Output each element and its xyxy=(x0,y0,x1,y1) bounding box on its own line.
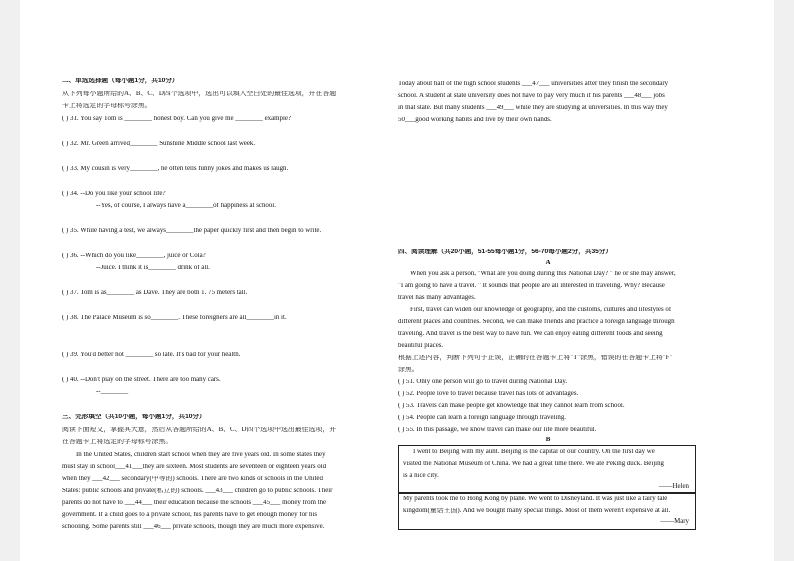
mary-note-box xyxy=(398,492,696,530)
cloze-passage-line: in that state. But many students ___49___ while they are studying at universities. In this way they xyxy=(398,105,668,111)
question-35: ( ) 35. While having a test, we always________the paper quickly first and then begin to write. xyxy=(62,228,322,234)
passage-a-line: beautiful places. xyxy=(398,343,444,349)
statement-54: ( ) 54. People can learn a foreign language through traveling. xyxy=(398,415,566,421)
statement-55: ( ) 55. In this passage, we know travel can make our life more beautiful. xyxy=(398,427,597,433)
helen-note-line: I went to Beijing with my aunt. Beijing is the capital of our country. On the first day we xyxy=(413,449,655,455)
cloze-passage-line: Today about half of the high school students ___47___ universities after they finish the secondary xyxy=(398,81,669,87)
question-40-response: --________ xyxy=(96,389,129,395)
helen-signature: ——Helen xyxy=(658,483,689,490)
cloze-passage-line: parents do not have to ___44___ their education because the schools ___45___ money from the xyxy=(62,500,327,506)
helen-note-line: is a nice city. xyxy=(403,473,439,479)
passage-a-line: traveling. And travel is the best way to have fun. We can enjoy eating different foods and seeing xyxy=(398,331,663,337)
helen-note-box xyxy=(398,445,696,494)
question-37: ( ) 37. Tom is as________ as Dave. They are both 1. 75 meters tall. xyxy=(62,290,248,296)
question-38: ( ) 38. The Palace Museum is so________. These foreigners are all________in it. xyxy=(62,315,287,321)
statement-52: ( ) 52. People love to travel because travel has lots of advantages. xyxy=(398,391,579,397)
cloze-passage-line: when they ___42___ secondary(中等的) schools. There are two kinds of schools in the United xyxy=(62,476,323,482)
question-40: ( ) 40. --Don't play on the street. There are too many cars. xyxy=(62,377,221,383)
helen-note-line: visited the National Museum of China. We had a great time there. We ate Peking duck. Beijing xyxy=(403,461,664,467)
section-2-instruction: 从下列每小题所给的A、B、C、D四个选项中，选出可以填入空白处的最佳选项，并在答题 xyxy=(62,91,337,97)
passage-a-line: travel has many advantages. xyxy=(398,295,476,301)
mary-note-line: My parents took me to Hong Kong by plane. We went to Disneyland. It was just like a fairy tale xyxy=(403,496,668,502)
passage-a-line: First, travel can widen our knowledge of geography, and the customs, cultures and lifestyles of xyxy=(410,307,672,313)
true-false-instruction: 涂黑。 xyxy=(398,367,419,373)
mary-signature: ——Mary xyxy=(660,518,689,525)
cloze-passage-line: school. A student at state university does not have to pay very much if his parents ___48___ jobs xyxy=(398,93,665,99)
question-33: ( ) 33. My cousin is very________, he often tells funny jokes and makes us laugh. xyxy=(62,166,289,172)
statement-53: ( ) 53. Travels can make people get knowledge that they cannot learn from school. xyxy=(398,403,625,409)
question-34-response: --Yes, of course, I always have a________of happiness at school. xyxy=(96,203,276,209)
passage-a-line: different places and countries. Second, we can make friends and practice a foreign language through xyxy=(398,319,675,325)
passage-b-label: B xyxy=(545,437,551,443)
cloze-passage-line: government. If a child goes to a private school, his parents have to get enough money for his xyxy=(62,512,318,518)
true-false-instruction: 根据上述内容，判断下列句子正误，正确的在答题卡上将"T"涂黑，错误的在答题卡上将"F" xyxy=(398,355,673,361)
question-36-response: --Juice. I think it is________ drink of all. xyxy=(96,265,210,271)
section-3-title: 三、完形填空（共10小题，每小题1分，共10分） xyxy=(62,414,206,420)
cloze-passage-line: schooling. Some parents still ___46___ private schools, though they are much more expensive. xyxy=(62,524,325,530)
section-4-title: 四、阅读理解（共20小题，51-55每小题1分，56-70每小题2分，共35分） xyxy=(398,249,612,255)
passage-a-line: "I am going to have a travel. " It sounds that people are all interested in traveling. Why? Because xyxy=(398,283,665,289)
passage-a-label: A xyxy=(545,260,551,266)
cloze-passage-line: must stay in school___41___they are sixteen. Most students are seventeen or eighteen years old xyxy=(62,464,327,470)
section-3-instruction: 在答题卡上将选定的字母标号涂黑。 xyxy=(62,439,173,445)
question-32: ( ) 32. Mr. Green arrived________ Sunshine Middle school last week. xyxy=(62,141,256,147)
passage-a-line: When you ask a person, "What are you doing during this National Day? " he or she may answer, xyxy=(410,271,676,277)
cloze-passage-line: 50___good working habits and live by their own hands. xyxy=(398,117,552,123)
section-2-instruction: 卡上将选定的字母标号涂黑。 xyxy=(62,103,152,109)
cloze-passage-line: States: public schools and private(私立的) schools. ___43___ children go to public schools. Their xyxy=(62,488,333,494)
question-39: ( ) 39. You'd better not ________ so late. It's bad for your health. xyxy=(62,352,241,358)
statement-51: ( ) 51. Only one person will go to travel during National Day. xyxy=(398,379,568,385)
mary-note-line: kingdom(童话王国). And we bought many special things. Most of them weren't expensive at all. xyxy=(403,508,671,514)
cloze-passage-line: In the United States, children start school when they are five years old. In some states they xyxy=(76,452,326,458)
left-scan-edge xyxy=(0,0,20,561)
question-31: ( ) 31. You say Tom is ________ honest boy. Can you give me ________ example? xyxy=(62,116,291,122)
question-36: ( ) 36. --Which do you like________, juice or Cola? xyxy=(62,253,206,259)
section-3-instruction: 阅读下面短文，掌握其大意，然后从各题所给的A、B、C、D四个选项中选出最佳选项，并 xyxy=(62,427,337,433)
question-34: ( ) 34. --Do you like your school life? xyxy=(62,191,166,197)
section-2-title: 二、单选选择题（每小题1分，共10分） xyxy=(62,78,179,84)
right-scan-edge xyxy=(774,0,794,561)
